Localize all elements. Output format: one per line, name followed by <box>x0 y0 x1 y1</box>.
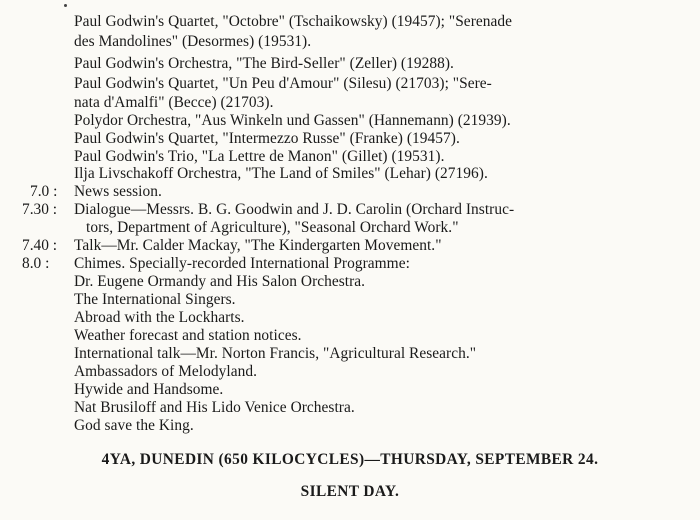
programme-line: tors, Department of Agriculture), "Seasonal Orchard Work." <box>86 219 459 236</box>
column-mark <box>64 4 67 7</box>
programme-line: Dr. Eugene Ormandy and His Salon Orchestra. <box>74 273 366 290</box>
programme-line: Nat Brusiloff and His Lido Venice Orchestra. <box>74 399 355 416</box>
time-label: 7.0 : <box>30 183 58 200</box>
time-label: 7.40 : <box>22 237 58 254</box>
time-label: 8.0 : <box>22 255 50 272</box>
programme-line: Weather forecast and station notices. <box>74 327 302 344</box>
programme-line: Hywide and Handsome. <box>74 381 224 398</box>
programme-line: News session. <box>74 183 162 200</box>
programme-line: God save the King. <box>74 417 194 434</box>
programme-line: Chimes. Specially-recorded International Programme: <box>74 255 410 272</box>
programme-line: The International Singers. <box>74 291 236 308</box>
programme-line: Abroad with the Lockharts. <box>74 309 245 326</box>
programme-line: Dialogue—Messrs. B. G. Goodwin and J. D. Carolin (Orchard Instruc- <box>74 201 515 218</box>
programme-line: Ilja Livschakoff Orchestra, "The Land of Smiles" (Lehar) (27196). <box>74 165 488 182</box>
programme-line: Paul Godwin's Quartet, "Octobre" (Tschaikowsky) (19457); "Serenade <box>74 13 513 30</box>
programme-line: Ambassadors of Melodyland. <box>74 363 257 380</box>
time-label: 7.30 : <box>22 201 58 218</box>
programme-line: nata d'Amalfi" (Becce) (21703). <box>74 94 274 111</box>
programme-line: Paul Godwin's Trio, "La Lettre de Manon" (Gillet) (19531). <box>74 148 445 165</box>
programme-line: des Mandolines" (Desormes) (19531). <box>74 33 312 50</box>
programme-line: International talk—Mr. Norton Francis, "Agricultural Research." <box>74 345 477 362</box>
programme-line: Paul Godwin's Quartet, "Intermezzo Russe" (Franke) (19457). <box>74 130 460 147</box>
programme-line: Polydor Orchestra, "Aus Winkeln und Gassen" (Hannemann) (21939). <box>74 112 511 129</box>
programme-line: Paul Godwin's Orchestra, "The Bird-Seller" (Zeller) (19288). <box>74 55 454 72</box>
programme-line: Paul Godwin's Quartet, "Un Peu d'Amour" (Silesu) (21703); "Sere- <box>74 75 492 92</box>
station-heading: 4YA, DUNEDIN (650 KILOCYCLES)—THURSDAY, SEPTEMBER 24. <box>101 451 599 468</box>
silent-day-note: SILENT DAY. <box>300 483 400 500</box>
programme-line: Talk—Mr. Calder Mackay, "The Kindergarten Movement." <box>74 237 442 254</box>
